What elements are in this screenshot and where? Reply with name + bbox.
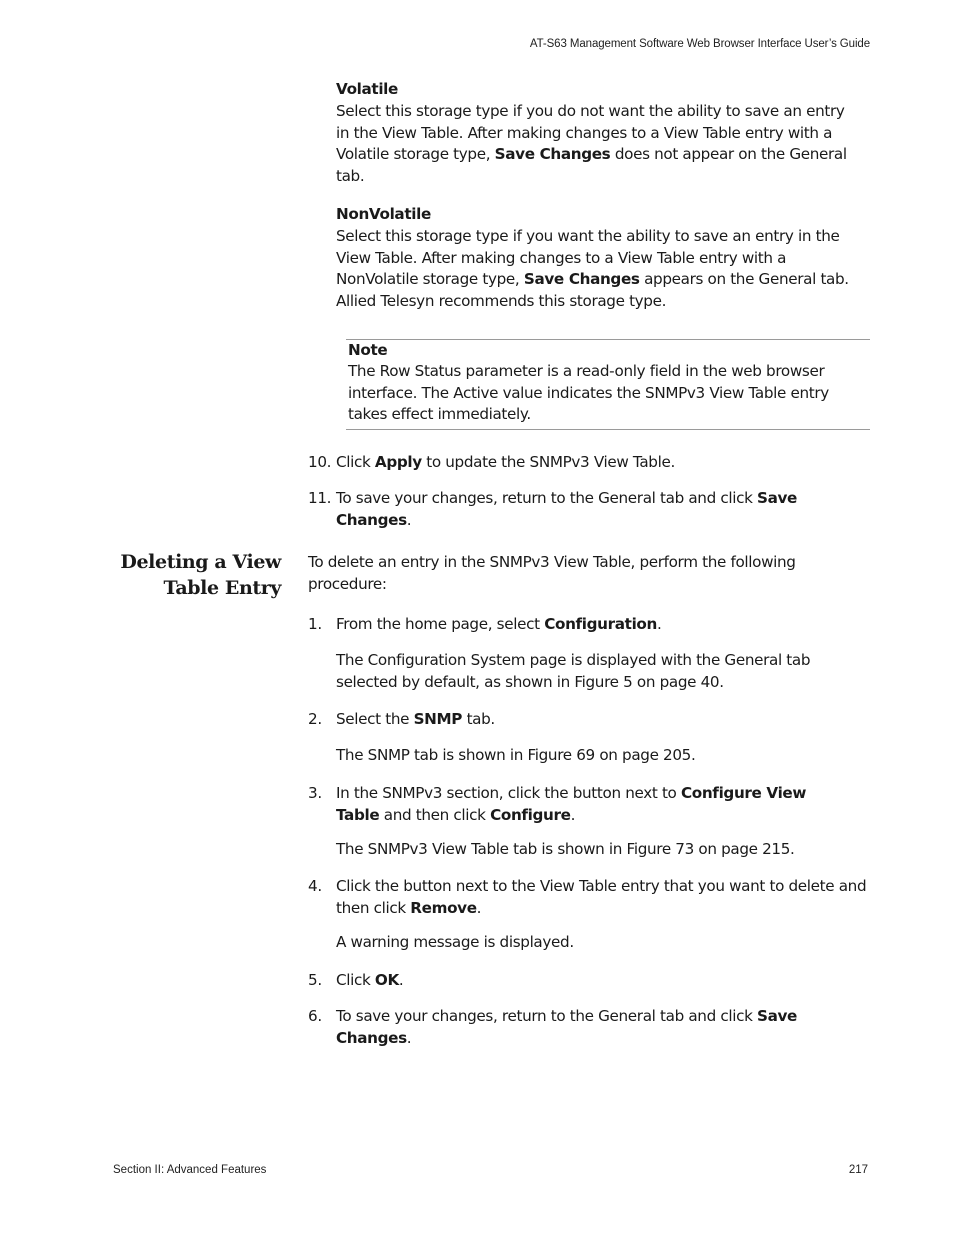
nonvolatile-term: NonVolatile: [336, 205, 431, 223]
note-text: The Row Status parameter is a read-only field in the web browser interface. The Active value indicates the SNMPv3 View Table entry takes effect immediately.: [348, 362, 829, 423]
step-text: To save your changes, return to the General tab and click Save Changes.: [336, 489, 797, 529]
step-number: 6.: [308, 1007, 322, 1025]
page-number: 217: [848, 1164, 868, 1176]
step-result: A warning message is displayed.: [336, 933, 574, 951]
step-text: Click Apply to update the SNMPv3 View Table.: [336, 453, 675, 471]
section-heading: Deleting a View Table Entry: [120, 551, 281, 599]
step-number: 3.: [308, 784, 322, 802]
nonvolatile-description: Select this storage type if you want the ability to save an entry in the View Table. After making changes to a View Table entry with a NonVolatile storage type, Save Changes appears on the General tab. Allied Telesyn recommends this storage type.: [336, 227, 849, 310]
step-text: From the home page, select Configuration.: [336, 615, 662, 633]
step-number: 10.: [308, 453, 332, 471]
step-result: The SNMPv3 View Table tab is shown in Figure 73 on page 215.: [336, 840, 795, 858]
note-title: Note: [348, 341, 388, 359]
step-number: 11.: [308, 489, 332, 507]
note-top-rule: [346, 339, 870, 340]
step-text: Click OK.: [336, 971, 404, 989]
step-text: Click the button next to the View Table entry that you want to delete and then click Remove.: [336, 877, 867, 917]
step-number: 5.: [308, 971, 322, 989]
step-number: 1.: [308, 615, 322, 633]
volatile-term: Volatile: [336, 80, 398, 98]
step-text: Select the SNMP tab.: [336, 710, 495, 728]
volatile-description: Select this storage type if you do not want the ability to save an entry in the View Table. After making changes to a View Table entry with a Volatile storage type, Save Changes does not appear on the General tab.: [336, 102, 847, 185]
step-result: The SNMP tab is shown in Figure 69 on page 205.: [336, 746, 696, 764]
step-text: To save your changes, return to the General tab and click Save Changes.: [336, 1007, 797, 1047]
footer-section: Section II: Advanced Features: [113, 1164, 267, 1176]
step-number: 4.: [308, 877, 322, 895]
running-header: AT-S63 Management Software Web Browser Interface User’s Guide: [529, 38, 870, 50]
step-result: The Configuration System page is displayed with the General tab selected by default, as shown in Figure 5 on page 40.: [336, 651, 811, 691]
section-intro: To delete an entry in the SNMPv3 View Table, perform the following procedure:: [308, 553, 796, 593]
step-text: In the SNMPv3 section, click the button next to Configure View Table and then click Configure.: [336, 784, 807, 824]
step-number: 2.: [308, 710, 322, 728]
note-bottom-rule: [346, 429, 870, 430]
